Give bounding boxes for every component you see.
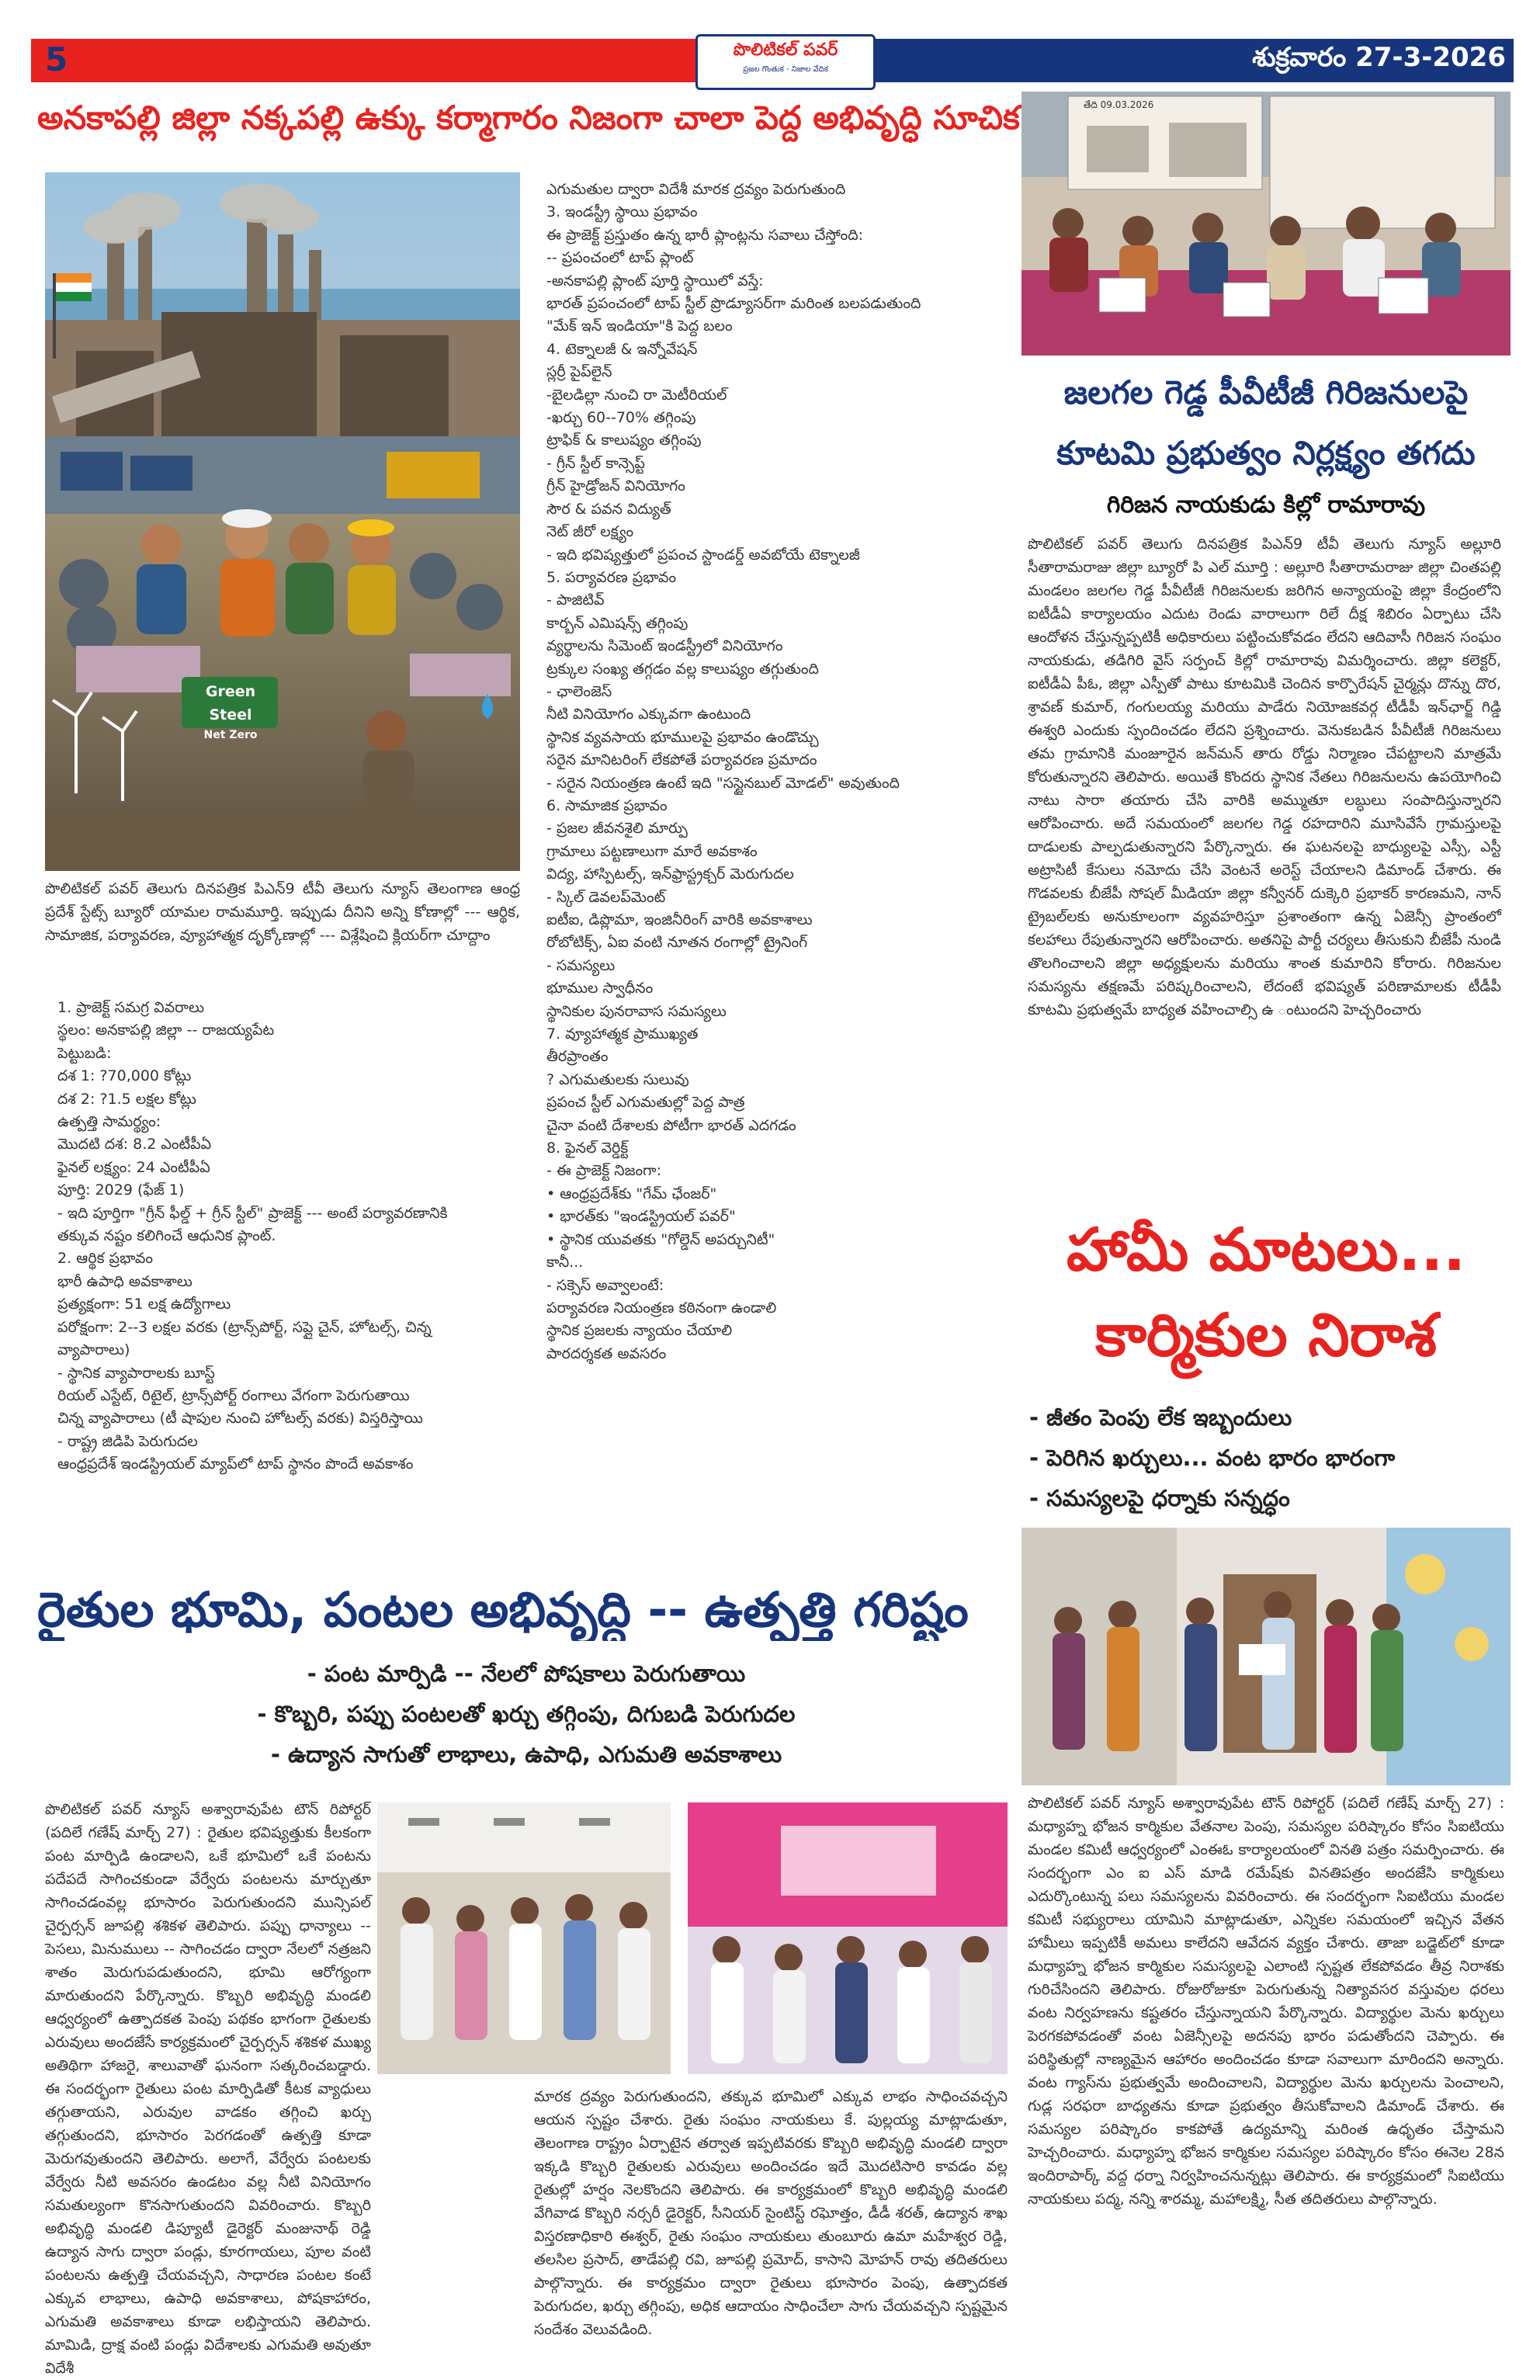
steel-list-line: స్లర్రీ పైప్‌లైన్ <box>546 363 612 381</box>
steel-list-line: 5. పర్యావరణ ప్రభావం <box>546 568 677 586</box>
tribal-headline-line1: జలగల గెడ్డ పీవీటీజీ గిరిజనులపై <box>1063 373 1469 411</box>
steel-list-line: -బైలడిల్లా నుంచి రా మెటీరియల్ <box>546 386 727 404</box>
green-steel-badge <box>183 680 278 744</box>
steel-list-line: పూర్తి: 2029 (ఫేజ్ 1) <box>57 1181 185 1199</box>
badge-line2: Net Zero <box>203 729 258 741</box>
steel-list-line: స్థానిక వ్యవసాయ భూములపై ప్రభావం ఉండొచ్చు <box>546 728 819 746</box>
steel-plant-illustration <box>45 172 520 871</box>
steel-list-line: -ఖర్చు 60--70% తగ్గింపు <box>546 409 696 427</box>
steel-list-line: 1. ప్రాజెక్ట్ సమగ్ర వివరాలు <box>57 999 205 1016</box>
farmers-subhead: - ఉద్యాన సాగుతో లాభాలు, ఉపాధి, ఎగుమతి అవకాశాలు <box>270 1741 782 1768</box>
steel-list-line: సరైన మానిటరింగ్ లేకపోతే పర్యావరణ ప్రమాదం <box>546 751 817 769</box>
steel-list-line: సౌర & పవన విద్యుత్ <box>546 500 671 518</box>
farmers-column-1: పొలిటికల్ పవర్ న్యూస్ అశ్వారావుపేట టౌన్ రిపోర్టర్ (పదిలే గణేష్ మార్చ్ 27) : రైతుల భవిష్యత్తుకు కీలకంగా పంట మార్పిడి ఉండాలని, ఒకే భూమిలో ఒకే పంటను పదేపదే సాగించకుండా వేర్వేరు పంటలను మార్చుతూ సాగించడంవల్ల భూసారం పెరుగుతుందని మున్సిపల్ చైర్పర్సన్ జూపల్లి శశికళ తెలిపారు. పప్పు ధాన్యాలు -- పెసలు, మినుములు -- సాగించడం ద్వారా నేలలో నత్రజని శాతం మెరుగుపడుతుందని, భూమి ఆరోగ్యంగా మారుతుందని పేర్కొన్నారు. కొబ్బరి అభివృద్ధి మండలి ఆధ్వర్యంలో ఉత్పాదకత పెంపు పథకం భాగంగా రైతులకు ఎరువులు అందజేసే కార్యక్రమంలో చైర్పర్సన్ శశికళ ముఖ్య అతిథిగా హాజరై, శాలువాతో ఘనంగా సత్కరించబడ్డారు. ఈ సందర్భంగా రైతులు పంట మార్పిడితో కీటక వ్యాధులు తగ్గుతాయని, ఎరువుల వాడకం తగ్గించి ఖర్చు తగ్గుతుందని, భూసారం పెరగడంతో ఉత్పత్తి కూడా మెరుగవుతుందని తెలిపారు. అలాగే, వేర్వేరు పంటలకు వేర్వేరు నీటి అవసరం ఉండటం వల్ల నీటి వినియోగం సమతుల్యంగా కొనసాగుతుందని వివరించారు. కొబ్బరి అభివృద్ధి మండలి డిప్యూటీ డైరెక్టర్ మంజునాథ్ రెడ్డి ఉద్యాన సాగు ద్వారా పండ్లు, కూరగాయలు, పూల వంటి పంటలను ఉత్పత్తి చేయవచ్చని, సాధారణ పంటల కంటే ఎక్కువ లాభాలు, ఉపాధి అవకాశాలు, పోషకాహారం, ఎగుమతి అవకాశాలు కూడా లభిస్తాయని తెలిపారు. మామిడి, ద్రాక్ష వంటి పండ్లు విదేశాలకు ఎగుమతి అవుతూ విదేశీ <box>45 1801 371 2377</box>
steel-list-line: 6. సామాజిక ప్రభావం <box>546 796 668 814</box>
steel-column-2 <box>546 179 1012 1365</box>
steel-list-line: ప్రత్యక్షంగా: 51 లక్ష ఉద్యోగాలు <box>57 1296 231 1313</box>
workers-headline-line1: హామీ మాటలు... <box>1066 1215 1466 1284</box>
steel-list-line: - గ్రీన్ స్టీల్ కాన్సెప్ట్ <box>546 454 645 472</box>
steel-list-line: రియల్ ఎస్టేట్, రిటైల్, ట్రాన్స్‌పోర్ట్ రంగాలు వేగంగా పెరుగుతాయి <box>57 1386 410 1404</box>
steel-list-line: చిన్న వ్యాపారాలు (టీ షాపుల నుంచి హోటల్స్ వరకు) విస్తరిస్తాయి <box>57 1410 423 1428</box>
steel-list-line: ఈ ప్రాజెక్ట్ ప్రస్తుతం ఉన్న భారీ ప్లాంట్లను సవాలు చేస్తోంది: <box>546 226 864 244</box>
protest-banner-date: తేది 09.03.2026 <box>1084 99 1154 110</box>
badge-line1: Green Steel <box>205 683 256 723</box>
steel-list-line: భారీ ఉపాధి అవకాశాలు <box>57 1272 192 1290</box>
steel-list-line: • స్థానిక యువతకు "గోల్డెన్ అపర్చునిటీ" <box>546 1230 775 1248</box>
issue-date: శుక్రవారం 27-3-2026 <box>1252 42 1506 73</box>
farmers-subhead: - కొబ్బరి, పప్పు పంటలతో ఖర్చు తగ్గింపు, దిగుబడి పెరుగుదల <box>257 1701 796 1727</box>
farmers-headline: రైతుల భూమి, పంటల అభివృద్ధి -- ఉత్పత్తి గరిష్టం <box>37 1581 969 1638</box>
tribal-body: పొలిటికల్ పవర్ తెలుగు దినపత్రిక పిఎన్9 టీవీ తెలుగు న్యూస్ అల్లూరి సీతారామరాజు జిల్లా బ్యూరో పి ఎల్ మూర్తి : అల్లూరి సీతారామరాజు జిల్లా చింతపల్లి మండలం జలగల గెడ్డ పీవీటీజీ గిరిజనులకు జరిగిన అన్యాయంపై జిల్లా కేంద్రంలోని ఐటీడీఏ కార్యాలయం ఎదుట రెండు వారాలుగా రిలే దీక్ష శిబిరం ఏర్పాటు చేసి ఆందోళన చేస్తున్నప్పటికీ అధికారులు పట్టించుకోవడం లేదని ఆదివాసీ గిరిజన సంఘం నాయకుడు, తడిగిరి వైస్ సర్పంచ్ కిల్లో రామారావు విమర్శించారు. జిల్లా కలెక్టర్, ఐటీడీఏ పీఓ, జిల్లా ఎస్పీతో పాటు కూటమికి చెందిన కార్పొరేషన్ చైర్మన్లు దొన్ను దొర, శ్రావణ్ కుమార్, గంగులయ్య మరియు పాడేరు నియోజకవర్గ టీడీపీ ఇన్‌ఛార్జ్ గిడ్డి ఈశ్వరి ఎందుకు స్పందించడం లేదని ప్రశ్నించారు. వెనుకబడిన పీవీటీజీ గిరిజనులు తమ గ్రామానికి మంజూరైన జన్‌మన్ తారు రోడ్డు నిర్మాణం చేపట్టాలని మాత్రమే కోరుతున్నారని తెలిపారు. అయితే కొందరు స్థానిక నేతలు గిరిజనులను ఉపయోగించి నాటు సారా తయారు చేసి వారికి అమ్ముతూ లబ్ధులు సంపాదిస్తున్నారని ఆరోపించారు. అదే సమయంలో జలగల గెడ్డ రహదారిని మూసివేసే గ్రామస్తులపై దాడులకు పాల్పడుతున్నారని పేర్కొన్నారు. ఈ ఘటనలపై బాధ్యులపై ఎస్సీ, ఎస్టీ అట్రాసిటీ కేసులు నమోదు చేసి వెంటనే అరెస్ట్ చేయాలని డిమాండ్ చేశారు. ఈ గొడవలకు బీజేపీ సోషల్ మీడియా జిల్లా కన్వీనర్ దుక్కెరి ప్రభాకర్ కారణమని, నాన్ ట్రైబల్‌లకు అనుకూలంగా వ్యవహరిస్తూ ప్రశాంతంగా ఉన్న ఏజెన్సీ ప్రాంతంలో కలహాలు రేపుతున్నారని ఆరోపించారు. అతనిపై పార్టీ చర్యలు తీసుకుని బీజేపీ నుండి తొలగించాలని జిల్లా అధ్యక్షులను మరియు శాంత కుమారిని కోరారు. గిరిజనుల సమస్యను తక్షణమే పరిష్కరించాలని, లేదంటే భవిష్యత్ పరిణామాలకు టీడీపీ కూటమి ప్రభుత్వమే బాధ్యత వహించాల్సి ఉ ంటుందని హెచ్చరించారు <box>1028 536 1501 1018</box>
steel-list-line: భారత్ ప్రపంచంలో టాప్ స్టీల్ ప్రొడ్యూసర్‌గా మరింత బలపడుతుంది <box>546 295 921 313</box>
steel-list-line: పెట్టుబడి: <box>57 1044 112 1062</box>
farmers-subheads <box>37 1653 1015 1775</box>
steel-list-line: పరోక్షంగా: 2--3 లక్షల వరకు (ట్రాన్స్‌పోర్ట్, సప్లై చైన్, హోటల్స్, చిన్న <box>57 1318 432 1336</box>
newspaper-logo[interactable] <box>695 34 876 90</box>
steel-list-line: దశ 1: ?70,000 కోట్లు <box>57 1067 192 1085</box>
steel-list-line: ? ఎగుమతులకు సులువు <box>546 1070 689 1088</box>
steel-list-line: గ్రీన్ హైడ్రోజన్ వినియోగం <box>546 477 685 495</box>
steel-list-line: - ఇది భవిష్యత్తులో ప్రపంచ స్టాండర్డ్ అవబోయే టెక్నాలజీ <box>546 546 860 564</box>
steel-list-line: - పాజిటివ్ <box>546 592 605 609</box>
steel-list-line: పర్యావరణ నియంత్రణ కఠినంగా ఉండాలి <box>546 1299 777 1317</box>
steel-list-line: ఎగుమతుల ద్వారా విదేశీ మారక ద్రవ్యం పెరుగుతుంది <box>546 181 846 198</box>
steel-list-line: 7. వ్యూహాత్మక ప్రాముఖ్యత <box>546 1025 699 1043</box>
workers-body: పొలిటికల్ పవర్ న్యూస్ అశ్వారావుపేట టౌన్ రిపోర్టర్ (పదిలే గణేష్ మార్చ్ 27) : మధ్యాహ్న భోజన కార్మికుల వేతనాల పెంపు, సమస్యల పరిష్కారం కోసం సిఐటియు మండల కమిటీ ఆధ్వర్యంలో ఎంఈఓ కార్యాలయంలో వినతి పత్రం సమర్పించారు. ఈ సందర్భంగా ఎం ఐ ఎస్ మాడి రమేష్‌కు వినతిపత్రం అందజేసి కార్మికులు ఎదుర్కొంటున్న పలు సమస్యలను వివరించారు. ఈ సందర్భంగా సిఐటియు మండల కమిటీ సభ్యురాలు యామిని మాట్లాడుతూ, ఎన్నికల సమయంలో ఇచ్చిన వేతన హామీలు ఇప్పటికీ అమలు కాలేదని ఆవేదన వ్యక్తం చేశారు. తాజా బడ్జెట్‌లో కూడా మధ్యాహ్న భోజన కార్మికుల సమస్యలపై ఎలాంటి స్పష్టత లేకపోవడం తీవ్ర నిరాశకు గురిచేసిందని తెలిపారు. రోజురోజుకూ పెరుగుతున్న నిత్యావసర వస్తువుల ధరలు వంట నిర్వహణను కష్టతరం చేస్తున్నాయని పేర్కొన్నారు. విద్యార్థుల మెను ఖర్చులు పెరగకపోవడంతో వంట ఏజెన్సీలపై అదనపు భారం పడుతోందని చెప్పారు. ఈ పరిస్థితుల్లో నాణ్యమైన ఆహారం అందించడం కూడా సవాలుగా మారిందని అన్నారు. వంట గ్యాస్‌ను ప్రభుత్వమే అందించాలని, విద్యార్థుల మెను ఖర్చులను పెంచాలని, గుడ్ల సరఫరా బాధ్యతను కూడా ప్రభుత్వం తీసుకోవాలని డిమాండ్ చేశారు. ఈ సమస్యల పరిష్కారం కాకపోతే ఉద్యమాన్ని మరింత ఉధృతం చేస్తామని హెచ్చరించారు. మధ్యాహ్న భోజన కార్మికుల సమస్యల పరిష్కారం కోసం ఈనెల 28న ఇందిరాపార్క్ వద్ద ధర్నా నిర్వహించనున్నట్లు తెలిపారు. ఈ కార్యక్రమంలో సిఐటియు నాయకులు పద్మ, నన్ని శారమ్మ, మహాలక్ష్మి, సీత తదితరులు పాల్గొన్నారు. <box>1028 1795 1504 2208</box>
farmers-column-2: మారక ద్రవ్యం పెరుగుతుందని, తక్కువ భూమిలో ఎక్కువ లాభం సాధించవచ్చని ఆయన స్పష్టం చేశారు. రైతు సంఘం నాయకులు కే. పుల్లయ్య మాట్లాడుతూ, తెలంగాణ రాష్ట్రం ఏర్పాటైన తర్వాత ఇప్పటివరకు కొబ్బరి అభివృద్ధి మండలి ద్వారా ఇక్కడి కొబ్బరి రైతులకు ఎరువులు అందించడం ఇదే మొదటిసారి కావడం వల్ల రైతుల్లో హర్షం నెలకొందని తెలిపారు. ఈ కార్యక్రమంలో కొబ్బరి అభివృద్ధి మండలి వేగివాడ కొబ్బరి నర్సరీ డైరెక్టర్, సీనియర్ సైంటిస్ట్ రఘోత్తం, డీడీ శరత్, ఉద్యాన శాఖ విస్తరణాధికారి ఈశ్వర్, రైతు సంఘం నాయకులు తుంబూరు ఉమా మహేశ్వర రెడ్డి, తలసిల ప్రసాద్, తాడేపల్లి రవి, జూపల్లి ప్రమోద్, కాసాని మోహన్ రావు తదితరులు పాల్గొన్నారు. ఈ కార్యక్రమం ద్వారా రైతులు భూసారం పెంపు, ఉత్పాదకత పెరుగుదల, ఖర్చు తగ్గింపు, అధిక ఆదాయం సాధించేలా సాగు చేయవచ్చని స్పష్టమైన సందేశం వెలువడింది. <box>534 2088 1008 2338</box>
steel-list-line: గ్రామాలు పట్టణాలుగా మారే అవకాశం <box>546 842 758 860</box>
steel-list-line: 4. టెక్నాలజీ & ఇన్నోవేషన్ <box>546 340 698 358</box>
steel-list-line: 2. ఆర్థిక ప్రభావం <box>57 1250 153 1268</box>
steel-list-line: ట్రాఫిక్ & కాలుష్యం తగ్గింపు <box>546 432 702 449</box>
steel-list-line: నెట్ జీరో లక్ష్యం <box>546 523 634 541</box>
steel-list-line: - సక్సెస్ అవ్వాలంటే: <box>546 1276 664 1294</box>
steel-intro: పొలిటికల్ పవర్ తెలుగు దినపత్రిక పిఎన్9 టీవీ తెలుగు న్యూస్ తెలంగాణ ఆంధ్ర ప్రదేశ్ స్టేట్స్ బ్యూరో యామల రామమూర్తి. ఇప్పుడు దీనిని అన్ని కోణాల్లో --- ఆర్థిక, సామాజిక, పర్యావరణ, వ్యూహాత్మక దృక్కోణాల్లో --- విశ్లేషించి క్లియర్‌గా చూద్దాం <box>45 880 520 944</box>
steel-list-line: - ప్రజల జీవనశైలి మార్పు <box>546 820 688 838</box>
steel-list-line: 8. ఫైనల్ వెర్డిక్ట్ <box>546 1140 629 1157</box>
workers-memorandum-photo <box>1021 1528 1511 1785</box>
steel-list-line: వ్యర్థాలను సిమెంట్ ఇండస్ట్రీలో వినియోగం <box>546 637 783 655</box>
steel-list-line: మొదటి దశ: 8.2 ఎంటీపీఏ <box>57 1136 212 1154</box>
workers-headline-line2: కార్మికుల నిరాశ <box>1095 1300 1437 1369</box>
steel-list-line: - స్థానిక వ్యాపారాలకు బూస్ట్ <box>57 1364 215 1382</box>
steel-list-line: ఆంధ్రప్రదేశ్ ఇండస్ట్రియల్ మ్యాప్‌లో టాప్ స్థానం పొందే అవకాశం <box>57 1455 414 1473</box>
steel-column-1 <box>57 997 520 1476</box>
steel-list-line: భూముల స్వాధీనం <box>546 980 654 997</box>
steel-list-line: తీరప్రాంతం <box>546 1048 609 1066</box>
steel-list-line: - రాష్ట్ర జిడిపి పెరుగుదల <box>57 1432 198 1450</box>
steel-list-line: ప్రపంచ స్టీల్ ఎగుమతుల్లో పెద్ద పాత్ర <box>546 1094 745 1112</box>
steel-list-line: స్థానికుల పునరావాస సమస్యలు <box>546 1002 727 1020</box>
steel-list-line: - సమస్యలు <box>546 956 616 974</box>
steel-list-line: 3. ఇండస్ట్రీ స్థాయి ప్రభావం <box>546 203 698 221</box>
steel-list-line: పారదర్శకత అవసరం <box>546 1344 667 1362</box>
workers-bullet: - పెరిగిన ఖర్చులు... వంట భారం భారంగా <box>1029 1445 1396 1471</box>
farmers-photo-felicitation <box>377 1802 671 2074</box>
workers-bullets <box>1029 1397 1511 1518</box>
steel-list-line: - ఇది పూర్తిగా "గ్రీన్ ఫీల్డ్ + గ్రీన్ స్టీల్" ప్రాజెక్ట్ --- అంటే పర్యావరణానికి <box>57 1204 448 1222</box>
steel-list-line: ఉత్పత్తి సామర్థ్యం: <box>57 1113 161 1131</box>
steel-list-line: • భారత్‌కు "ఇండస్ట్రియల్ పవర్" <box>546 1208 736 1226</box>
steel-list-line: - సరైన నియంత్రణ ఉంటే ఇది "సస్టైనబుల్ మోడల్" అవుతుంది <box>546 774 900 792</box>
steel-list-line: నీటి వినియోగం ఎక్కువగా ఉంటుంది <box>546 706 751 723</box>
logo-name: పొలిటికల్ పవర్ <box>733 40 838 60</box>
page-number: 5 <box>45 40 68 78</box>
tribal-subhead: గిరిజన నాయకుడు కిల్లో రామారావు <box>1106 491 1426 519</box>
logo-tagline: ప్రజల గొంతుక - నిజాల వేదిక <box>743 65 828 74</box>
tribal-protest-photo <box>1021 92 1511 356</box>
steel-list-line: స్థానిక ప్రజలకు న్యాయం చేయాలి <box>546 1322 733 1340</box>
steel-list-line: విద్య, హాస్పిటల్స్, ఇన్‌ఫ్రాస్ట్రక్చర్ మెరుగుదల <box>546 866 794 883</box>
steel-list-line: ట్రక్కుల సంఖ్య తగ్గడం వల్ల కాలుష్యం తగ్గుతుంది <box>546 660 819 678</box>
steel-list-line: ఐటీఐ, డిప్లొమా, ఇంజినీరింగ్ వారికి అవకాశాలు <box>546 911 813 928</box>
steel-list-line: రోబోటిక్స్, ఏఐ వంటి నూతన రంగాల్లో ట్రైనింగ్ <box>546 934 808 952</box>
steel-list-line: "మేక్ ఇన్ ఇండియా"కి పెద్ద బలం <box>546 317 733 335</box>
steel-list-line: - స్కిల్ డెవలప్‌మెంట్ <box>546 888 666 906</box>
steel-list-line: తక్కువ నష్టం కలిగించే ఆధునిక ప్లాంట్. <box>57 1227 276 1245</box>
steel-list-line: కార్బన్ ఎమిషన్స్ తగ్గింపు <box>546 614 688 632</box>
steel-list-line: దశ 2: ?1.5 లక్షల కోట్లు <box>57 1090 196 1108</box>
workers-bullet: - సమస్యలపై ధర్నాకు సన్నద్ధం <box>1029 1485 1290 1511</box>
tribal-headline-line2: కూటమి ప్రభుత్వం నిర్లక్ష్యం తగదు <box>1056 434 1476 472</box>
steel-headline: అనకాపల్లి జిల్లా నక్కపల్లి ఉక్కు కర్మాగారం నిజంగా చాలా పెద్ద అభివృద్ధి సూచిక <box>37 99 1020 137</box>
steel-list-line: వ్యాపారాలు) <box>57 1341 130 1359</box>
farmers-subhead: - పంట మార్పిడి -- నేలలో పోషకాలు పెరుగుతాయి <box>307 1660 746 1687</box>
steel-list-line: స్థలం: అనకాపల్లి జిల్లా -- రాజయ్యపేట <box>57 1022 275 1039</box>
steel-list-line: • ఆంధ్రప్రదేశ్‌కు "గేమ్ ఛేంజర్" <box>546 1185 717 1202</box>
steel-list-line: చైనా వంటి దేశాలకు పోటీగా భారత్ ఎదగడం <box>546 1116 796 1134</box>
steel-list-line: - ఛాలెంజెస్ <box>546 682 612 700</box>
steel-list-line: - ఈ ప్రాజెక్ట్ నిజంగా: <box>546 1162 662 1180</box>
steel-list-line: -- ప్రపంచంలో టాప్ ప్లాంట్ <box>546 249 694 267</box>
steel-list-line: ఫైనల్ లక్ష్యం: 24 ఎంటీపీఏ <box>57 1158 210 1176</box>
workers-bullet: - జీతం పెంపు లేక ఇబ్బందులు <box>1029 1404 1292 1431</box>
steel-list-line: -అనకాపల్లి ప్లాంట్ పూర్తి స్థాయిలో వస్తే: <box>546 272 764 290</box>
steel-list-line: కానీ... <box>546 1254 584 1272</box>
farmers-photo-distribution <box>688 1802 1008 2074</box>
